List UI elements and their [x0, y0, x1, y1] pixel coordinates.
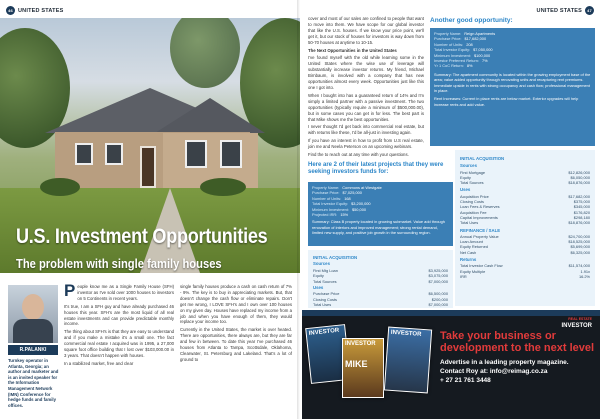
magazine-cover: INVESTOR [305, 324, 351, 384]
subheading: The Next Opportunities in the United States [308, 47, 397, 53]
data-row: Yr 1 CoC Return: 8% [434, 63, 473, 69]
ad-headline: Take your business or development to the next level [440, 330, 595, 354]
table-subheading: REFINANCE / SALE [460, 227, 501, 233]
table-row: Equity $6,050,000 [460, 174, 590, 180]
opportunity-heading: Another good opportunity: [430, 17, 513, 24]
table-row: First Mtg Loan $3,925,000 [313, 267, 448, 273]
table-row: Acquisition Price $17,682,000 [460, 193, 590, 199]
ad-brand-logo: REAL ESTATE INVESTOR [561, 317, 592, 329]
opportunity-acquisition-table [455, 150, 595, 306]
table-heading: INITIAL ACQUISITION [313, 255, 358, 260]
paragraph: eople know me as a Single Family House (SFH) investor as I've sold over 1000 houses to investors on 5 Continents in recent years. [77, 284, 174, 301]
data-row: Minimum Investment: $100,000 [434, 52, 491, 58]
data-row: Purchase Price: $17,682,000 [434, 36, 487, 42]
author-bio: Turnkey operator in Atlanta, Georgia; an author and marketer and is an invited speaker for the Information Management Network (IMN) Conference for hedge funds and family offices. [8, 358, 59, 408]
table-row: Loan Fees & Reserves $345,000 [460, 204, 590, 210]
table-subheading: Sources [460, 163, 477, 169]
right-body-column [308, 16, 424, 160]
table-row: Total Sources $18,876,000 [460, 180, 590, 186]
paragraph: The thing about SFH's is that they are easy to understand and if you make a mistake it's a small one. The fact commercial real estate I acquired was in 1995, a 27,000 square foot office building that I lost over $103,000.00 in 3 years. That doesn't happen with houses. [64, 329, 174, 358]
project-panel [308, 182, 453, 246]
paragraph: I never thought I'd get back into commercial real estate, but with returns like these, I'd be all-just in investing again. [308, 124, 424, 136]
data-row: Number of Units: 168 [312, 195, 351, 201]
data-row: Property Name: Reign Apartments [434, 31, 496, 36]
ad-top-strip [302, 310, 600, 316]
body-column-2 [180, 284, 292, 365]
table-row: IRR 16.2% [460, 273, 590, 279]
paragraph: I've found myself with the old while learning some in the United States where the wise use of leverage will substantially increase investor returns. My friend, Michael Birnbaum, is involved with a company that has new opportunities almost every week. Opportunities just like this one I got into. [308, 55, 424, 90]
table-heading: INITIAL ACQUISITION [460, 156, 505, 161]
table-row: Total Investor Cash Flow $11,574,000 [460, 263, 590, 269]
data-row: Property Name: Commons at Westgate [312, 185, 382, 190]
paragraph: Find the to reach out at any time with your questions. [308, 152, 409, 158]
table-row: Total Uses $18,876,000 [460, 220, 590, 226]
section-label: UNITED STATES [536, 7, 582, 14]
page-number-badge: 46 [6, 6, 15, 15]
paragraph: In a stabilized market, free and clear [64, 360, 134, 366]
table-row: Equity Multiple 1.91x [460, 268, 590, 274]
opportunity-note: Rent Increases: Current in place rents are below market. Exterior upgrades will help increase rents and add value. [434, 96, 579, 107]
table-subheading: Uses [313, 285, 324, 291]
paragraph: cover and most of our sales are confined to people that want to move into them. We have scope for our global investor that like the U.S. houses. If we know your price point, we'll get it, but our stock of houses for investors is way down from 50-70 houses at anytime to 10-15. [308, 16, 424, 45]
house-illustration [35, 88, 265, 188]
table-row: Annual Property Value $24,700,000 [460, 233, 590, 239]
table-row: Total Sources $7,000,000 [313, 278, 448, 284]
projects-heading: Here are 2 of their latest projects that they were seeking investors funds for: [308, 162, 444, 175]
table-row: Equity Returned $5,699,000 [460, 244, 590, 250]
opportunity-summary: Summary: The apartment community is located within the growing employment base of the area; value added opportunity through renovating units and recapturing rent premiums. Immediate upside in rents with strong occupancy and cash flow; professional management in place. [434, 71, 591, 94]
table-subheading: Returns [460, 257, 477, 263]
table-subheading: Sources [313, 261, 330, 267]
magazine-cover: INVESTOR MIKE [342, 338, 384, 398]
paragraph: single family houses produce a cash on cash return of 7% - 9%. The key is to buy in appreciating markets. But, that doesn't change the cash flow or eliminate repairs. Don't get me wrong, I LOVE SFH's and I own over 100 houses on my given day. Houses have replaced my income from a job and when you have enough of them, they would replace your income too. [180, 284, 292, 325]
table-row: Closing Costs $375,000 [460, 199, 590, 205]
table-row: Acquisition Fee $176,820 [460, 209, 590, 215]
project-summary: Summary: Class B property located in growing submarket. Value add through renovation of interiors and improved management; strong rental demand, limited new supply, and positive job growth in the surrounding region. [312, 219, 445, 236]
table-row: First Mortgage $12,826,000 [460, 169, 590, 175]
author-photo [8, 285, 58, 343]
data-row: Total Investor Equity: $7,050,000 [434, 47, 493, 53]
dropcap: P [64, 281, 76, 300]
paragraph: Currently in the United States, the market is over heated. There are opportunities, there always are, but they are far and few in between. To date this year I've purchased 46 houses from Atlanta to Tampa, Scottsdale, Oklahoma, Clearwater, St. Petersburg and Lakeland. That's a lot of ground to [180, 327, 292, 362]
data-row: Investor Preferred Return: 7% [434, 58, 488, 64]
table-row: Net Cash $6,325,000 [460, 249, 590, 255]
project-acquisition-table [308, 250, 453, 308]
page-number-badge: 47 [585, 6, 594, 15]
table-subheading: Uses [460, 187, 471, 193]
table-row: Closing Costs $200,000 [313, 296, 448, 302]
data-row: Number of Units: 208 [434, 41, 473, 47]
paragraph: When I bought into has a guaranteed return of 14% and I'm simply a limited partner with a passive investment. The two opportunities (typically require a minimum of $500,000.00), but in some cases you can get in for less. The best part is that Mike shows me the best opportunities. [308, 92, 424, 122]
advertisement[interactable] [302, 310, 600, 419]
data-row: Projected IRR: 15% [312, 212, 349, 218]
article-subtitle: The problem with single family houses [16, 256, 222, 271]
table-row: Purchase Price $6,500,000 [313, 291, 448, 297]
data-row: Minimum Investment: $50,000 [312, 206, 367, 212]
paragraph: It's true, I am a SFH guy and have already purchased 46 houses this year. SFH's are the most liquid of all real estate investments and can provide predictable monthly income. [64, 303, 174, 327]
body-column-1 [64, 281, 174, 369]
paragraph: If you have an interest in how to profit from U.S real estate, join me and Neela Peterson on an upcoming webinars. [308, 138, 424, 150]
table-row: Total Uses $7,000,000 [313, 302, 448, 308]
author-name: R.PALANKI [8, 345, 58, 355]
tree-back [170, 18, 240, 88]
table-row: Equity $3,075,000 [313, 273, 448, 279]
section-tag-left [6, 6, 63, 15]
table-row: Loan Amount $18,525,000 [460, 239, 590, 245]
section-tag-right [537, 6, 594, 15]
hero-photo-house [0, 18, 300, 273]
section-label: UNITED STATES [18, 7, 64, 14]
data-row: Total Investor Equity: $3,200,000 [312, 201, 371, 207]
magazine-cover: INVESTOR [384, 327, 432, 394]
ad-contact: Advertise in a leading property magazine. Contact Roy at: info@reimag.co.za + 27 21 761 3448 [440, 359, 569, 384]
table-row: Capital Improvements $298,180 [460, 214, 590, 220]
article-title: U.S. Investment Opportunities [16, 225, 268, 248]
data-row: Purchase Price: $7,025,000 [312, 190, 362, 196]
opportunity-panel [430, 28, 595, 146]
